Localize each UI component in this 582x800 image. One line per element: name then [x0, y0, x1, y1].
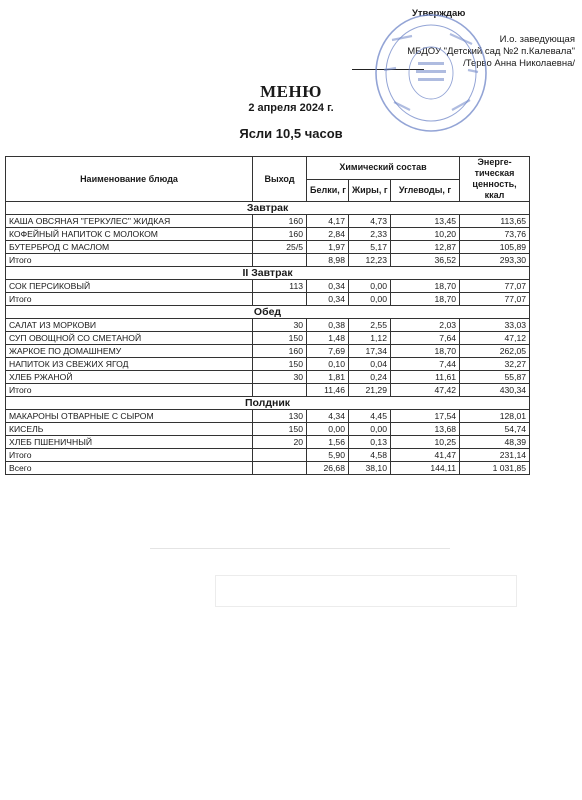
total-carbs: 41,47 [391, 449, 460, 462]
dish-energy: 47,12 [460, 332, 530, 345]
dish-fat: 4,73 [349, 215, 391, 228]
dish-name: КАША ОВСЯНАЯ "ГЕРКУЛЕС" ЖИДКАЯ [6, 215, 253, 228]
grand-total-label: Всего [6, 462, 253, 475]
table-row [6, 358, 530, 371]
grand-total-energy: 1 031,85 [460, 462, 530, 475]
dish-portion: 160 [253, 228, 307, 241]
menu-body [6, 202, 530, 475]
grand-total-fat: 38,10 [349, 462, 391, 475]
col-header-name: Наименование блюда [6, 157, 253, 202]
dish-protein: 4,34 [307, 410, 349, 423]
approval-heading: Утверждаю [412, 8, 466, 19]
dish-fat: 1,12 [349, 332, 391, 345]
dish-protein: 1,48 [307, 332, 349, 345]
dish-name: СУП ОВОЩНОЙ СО СМЕТАНОЙ [6, 332, 253, 345]
total-portion-empty [253, 254, 307, 267]
total-protein: 8,98 [307, 254, 349, 267]
table-row [6, 371, 530, 384]
dish-name: БУТЕРБРОД С МАСЛОМ [6, 241, 253, 254]
dish-carbs: 17,54 [391, 410, 460, 423]
dish-fat: 0,24 [349, 371, 391, 384]
dish-name: КОФЕЙНЫЙ НАПИТОК С МОЛОКОМ [6, 228, 253, 241]
total-label: Итого [6, 293, 253, 306]
table-row [6, 228, 530, 241]
table-row [6, 241, 530, 254]
total-carbs: 47,42 [391, 384, 460, 397]
dish-protein: 0,38 [307, 319, 349, 332]
dish-fat: 0,04 [349, 358, 391, 371]
total-energy: 293,30 [460, 254, 530, 267]
section-row [6, 306, 530, 319]
grand-total-portion-empty [253, 462, 307, 475]
dish-energy: 54,74 [460, 423, 530, 436]
table-row [6, 280, 530, 293]
dish-fat: 0,13 [349, 436, 391, 449]
total-fat: 12,23 [349, 254, 391, 267]
dish-name: КИСЕЛЬ [6, 423, 253, 436]
total-fat: 21,29 [349, 384, 391, 397]
dish-portion: 150 [253, 332, 307, 345]
dish-portion: 150 [253, 358, 307, 371]
dish-protein: 0,00 [307, 423, 349, 436]
show-through-line [150, 548, 450, 549]
dish-protein: 1,97 [307, 241, 349, 254]
dish-name: ХЛЕБ РЖАНОЙ [6, 371, 253, 384]
table-row [6, 319, 530, 332]
dish-name: СОК ПЕРСИКОВЫЙ [6, 280, 253, 293]
dish-portion: 30 [253, 319, 307, 332]
col-header-chem: Химический состав [307, 157, 460, 180]
dish-protein: 1,56 [307, 436, 349, 449]
dish-carbs: 13,45 [391, 215, 460, 228]
dish-carbs: 11,61 [391, 371, 460, 384]
dish-portion: 113 [253, 280, 307, 293]
menu-date: 2 апреля 2024 г. [248, 102, 334, 114]
show-through-box [215, 575, 517, 607]
total-portion-empty [253, 384, 307, 397]
section-row [6, 202, 530, 215]
dish-name: ЖАРКОЕ ПО ДОМАШНЕМУ [6, 345, 253, 358]
dish-portion: 20 [253, 436, 307, 449]
table-row [6, 436, 530, 449]
section-title: II Завтрак [6, 267, 530, 280]
table-row [6, 345, 530, 358]
dish-carbs: 2,03 [391, 319, 460, 332]
total-protein: 5,90 [307, 449, 349, 462]
col-header-energy: Энерге-тическая ценность, ккал [460, 157, 530, 202]
section-title: Полдник [6, 397, 530, 410]
dish-energy: 33,03 [460, 319, 530, 332]
total-label: Итого [6, 384, 253, 397]
dish-carbs: 12,87 [391, 241, 460, 254]
dish-name: МАКАРОНЫ ОТВАРНЫЕ С СЫРОМ [6, 410, 253, 423]
dish-fat: 0,00 [349, 423, 391, 436]
grand-total-carbs: 144,11 [391, 462, 460, 475]
dish-energy: 105,89 [460, 241, 530, 254]
total-protein: 11,46 [307, 384, 349, 397]
col-header-carbs: Углеводы, г [391, 179, 460, 202]
dish-energy: 77,07 [460, 280, 530, 293]
dish-fat: 0,00 [349, 280, 391, 293]
approval-signer: /Терво Анна Николаевна/ [463, 58, 575, 69]
dish-protein: 1,81 [307, 371, 349, 384]
section-row [6, 267, 530, 280]
menu-title: МЕНЮ [260, 82, 322, 101]
dish-energy: 113,65 [460, 215, 530, 228]
approval-position: И.о. заведующая [499, 34, 575, 45]
dish-energy: 32,27 [460, 358, 530, 371]
dish-protein: 4,17 [307, 215, 349, 228]
dish-protein: 2,84 [307, 228, 349, 241]
total-label: Итого [6, 254, 253, 267]
total-energy: 231,14 [460, 449, 530, 462]
dish-fat: 17,34 [349, 345, 391, 358]
total-row [6, 293, 530, 306]
dish-name: НАПИТОК ИЗ СВЕЖИХ ЯГОД [6, 358, 253, 371]
dish-fat: 2,33 [349, 228, 391, 241]
dish-carbs: 13,68 [391, 423, 460, 436]
col-header-fat: Жиры, г [349, 179, 391, 202]
section-title: Завтрак [6, 202, 530, 215]
total-fat: 0,00 [349, 293, 391, 306]
dish-portion: 130 [253, 410, 307, 423]
dish-energy: 262,05 [460, 345, 530, 358]
dish-energy: 55,87 [460, 371, 530, 384]
total-row [6, 254, 530, 267]
total-carbs: 18,70 [391, 293, 460, 306]
total-portion-empty [253, 449, 307, 462]
dish-portion: 160 [253, 215, 307, 228]
total-portion-empty [253, 293, 307, 306]
total-label: Итого [6, 449, 253, 462]
grand-total-row [6, 462, 530, 475]
dish-carbs: 7,44 [391, 358, 460, 371]
menu-table [5, 156, 530, 475]
section-row [6, 397, 530, 410]
dish-fat: 4,45 [349, 410, 391, 423]
total-fat: 4,58 [349, 449, 391, 462]
total-row [6, 449, 530, 462]
total-row [6, 384, 530, 397]
dish-protein: 0,10 [307, 358, 349, 371]
dish-protein: 7,69 [307, 345, 349, 358]
dish-protein: 0,34 [307, 280, 349, 293]
total-protein: 0,34 [307, 293, 349, 306]
dish-name: САЛАТ ИЗ МОРКОВИ [6, 319, 253, 332]
dish-fat: 5,17 [349, 241, 391, 254]
dish-fat: 2,55 [349, 319, 391, 332]
total-energy: 77,07 [460, 293, 530, 306]
dish-energy: 128,01 [460, 410, 530, 423]
official-stamp [372, 10, 490, 136]
dish-carbs: 10,20 [391, 228, 460, 241]
section-title: Обед [6, 306, 530, 319]
dish-portion: 25/5 [253, 241, 307, 254]
table-row [6, 410, 530, 423]
dish-portion: 30 [253, 371, 307, 384]
dish-portion: 150 [253, 423, 307, 436]
col-header-protein: Белки, г [307, 179, 349, 202]
grand-total-protein: 26,68 [307, 462, 349, 475]
dish-energy: 48,39 [460, 436, 530, 449]
dish-portion: 160 [253, 345, 307, 358]
table-row [6, 215, 530, 228]
table-row [6, 332, 530, 345]
dish-energy: 73,76 [460, 228, 530, 241]
table-row [6, 423, 530, 436]
total-energy: 430,34 [460, 384, 530, 397]
menu-group: Ясли 10,5 часов [239, 126, 343, 141]
col-header-portion: Выход [253, 157, 307, 202]
dish-name: ХЛЕБ ПШЕНИЧНЫЙ [6, 436, 253, 449]
dish-carbs: 18,70 [391, 345, 460, 358]
dish-carbs: 10,25 [391, 436, 460, 449]
dish-carbs: 18,70 [391, 280, 460, 293]
approval-org: МБДОУ "Детский сад №2 п.Калевала" [407, 46, 575, 57]
total-carbs: 36,52 [391, 254, 460, 267]
dish-carbs: 7,64 [391, 332, 460, 345]
